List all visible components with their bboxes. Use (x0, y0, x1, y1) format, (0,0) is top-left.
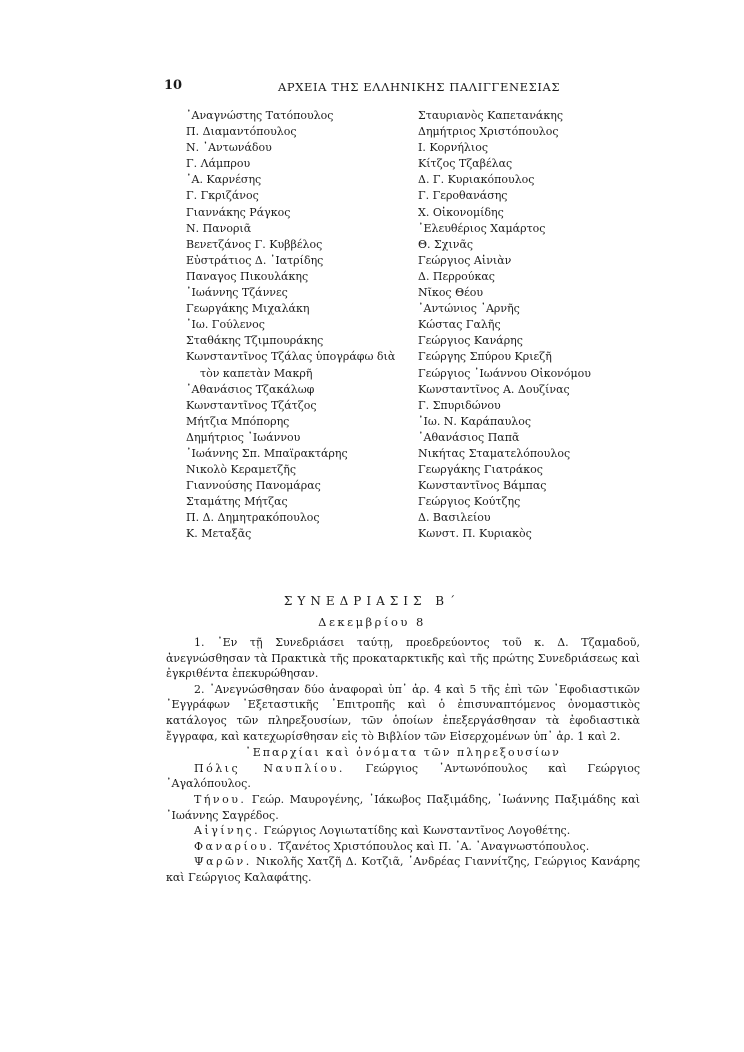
page-number: 10 (164, 78, 183, 93)
signatory-name: ᾿Αναγνώστης Τατόπουλος (186, 109, 334, 122)
signatory-name: Γεώργης Σπύρου Κριεζῆ (418, 350, 552, 364)
signatory-name: Δημήτριος ᾿Ιωάννου (186, 430, 301, 444)
province-name: Τήνου. (194, 792, 247, 806)
signatory-name: Νῖκος Θέου (418, 286, 484, 300)
province-entry (166, 761, 640, 792)
signatory-name: ᾿Αντώνιος ᾿Αρνῆς (418, 302, 520, 316)
signatory-name: ᾿Ιωάννης Τζάννες (186, 286, 288, 300)
signatory-name: Γεωργάκης Γιατράκος (418, 463, 543, 477)
province-entry (166, 839, 640, 855)
signatory-name: Κωνσταντῖνος Τζάλας ὑπογράφω διὰ (186, 350, 396, 364)
province-entry (166, 823, 640, 839)
signatory-name: Νικήτας Σταματελόπουλος (418, 446, 571, 460)
signatory-name: Κώστας Γαλῆς (418, 318, 501, 332)
signatory-name: Κωνσταντῖνος Α. Δουζίνας (418, 382, 570, 396)
signatory-name: Σταυριανὸς Καπετανάκης (418, 109, 563, 122)
province-delegates: Γεώρ. Μαυρογένης, ᾿Ιάκωβος Παξιμάδης, ᾿Ιωάννης Παξιμάδης καὶ ᾿Ιωάννης Σαγρέδος. (166, 792, 640, 822)
signatories-right-column (418, 108, 608, 543)
signatory-name: Δ. Περρούκας (418, 269, 495, 283)
signatory-name: Γεωργάκης Μιχαλάκη (186, 302, 310, 316)
signatory-name: ᾿Αθανάσιος Τζακάλωφ (186, 382, 315, 396)
signatory-name: Γ. Γκριζάνος (186, 189, 259, 203)
signatory-name: Εὐστράτιος Δ. ᾿Ιατρίδης (186, 253, 324, 267)
session-date: Δεκεμβρίου 8 (318, 615, 426, 629)
signatory-name: Γ. Λάμπρου (186, 157, 251, 171)
province-name: Φαναρίου. (194, 839, 275, 853)
signatory-name: Κωνστ. Π. Κυριακὸς (418, 527, 532, 541)
signatory-name: Βενετζάνος Γ. Κυββέλος (186, 237, 323, 251)
signatory-name: Παναγος Πικουλάκης (186, 269, 309, 283)
provinces-subheading: ᾿Επαρχίαι καὶ ὀνόματα τῶν πληρεξουσίων (245, 746, 561, 760)
signatories-left-column (186, 108, 406, 543)
signatory-name: Μήτζια Μπόπορης (186, 414, 290, 428)
province-delegates: Τζανέτος Χριστόπουλος καὶ Π. ᾿Α. ᾿Αναγνωστόπουλος. (278, 839, 590, 853)
signatory-name: Π. Δ. Δημητρακόπουλος (186, 511, 320, 525)
signatory-name: ᾿Ιω. Ν. Καράπαυλος (418, 414, 532, 428)
signatory-name: ᾿Α. Καρνέσης (186, 173, 262, 187)
signatory-name: ᾿Ιω. Γούλενος (186, 318, 265, 332)
signatory-name: Γεώργιος Κανάρης (418, 334, 523, 348)
signatory-name: Σταμάτης Μήτζας (186, 495, 288, 509)
province-name: Πόλις Ναυπλίου. (194, 761, 345, 775)
signatory-name: Γεώργιος Αἰνιὰν (418, 253, 512, 267)
running-title: ΑΡΧΕΙΑ ΤΗΣ ΕΛΛΗΝΙΚΗΣ ΠΑΛΙΓΓΕΝΕΣΙΑΣ (278, 80, 561, 94)
signatory-name: Γεώργιος Κούτζης (418, 495, 521, 509)
signatory-name: Σταθάκης Τζιμπουράκης (186, 334, 324, 348)
signatory-name: Δ. Γ. Κυριακόπουλος (418, 173, 535, 187)
signatory-name: Χ. Οἰκονομίδης (418, 205, 504, 219)
signatory-name: ᾿Ιωάννης Σπ. Μπαϊρακτάρης (186, 446, 348, 460)
province-delegates: Νικολῆς Χατζῆ Δ. Κοτζιᾶ, ᾿Ανδρέας Γιαννίτζης, Γεώργιος Κανάρης καὶ Γεώργιος Καλαφάτης. (166, 855, 640, 884)
signatory-name: Γ. Γεροθανάσης (418, 189, 508, 203)
signatory-name: Ν. ᾿Αντωνάδου (186, 141, 272, 155)
signatory-name: Νικολὸ Κεραμετζῆς (186, 463, 296, 477)
signatory-name: Γιαννούσης Πανομάρας (186, 479, 321, 493)
signatory-name: Ι. Κορνήλιος (418, 141, 488, 155)
province-entry (166, 792, 640, 823)
signatory-name: Δημήτριος Χριστόπουλος (418, 125, 559, 139)
signatory-name: Ν. Πανοριᾶ (186, 221, 252, 235)
signatory-name: Δ. Βασιλείου (418, 511, 491, 525)
paragraph-2: 2. ᾿Ανεγνώσθησαν δύο ἀναφοραὶ ὑπ᾿ ἀρ. 4 καὶ 5 τῆς ἐπὶ τῶν ᾿Εφοδιαστικῶν ᾿Εγγράφων ᾿Εξεταστικῆς ᾿Επιτροπῆς καὶ ὁ ἐπισυναπτόμενος ὀνομαστικὸς κατάλογος τῶν πληρεξουσίων, τῶν ὁποίων ἐπεξεργάσθησαν τὰ ἐφοδιαστικὰ ἔγγραφα, καὶ κατεχωρίσθησαν εἰς τὸ Βιβλίον τῶν Εἰσερχομένων ὑπ᾿ ἀρ. 1 καὶ 2. (166, 682, 640, 743)
signatory-name: Γεώργιος ᾿Ιωάννου Οἰκονόμου (418, 366, 591, 380)
province-name: Αἰγίνης. (194, 824, 261, 838)
signatory-name: Κίτζος Τζαβέλας (418, 157, 513, 171)
signatory-name: Γ. Σπυριδώνου (418, 398, 501, 412)
signatory-name: Κωνσταντῖνος Βάμπας (418, 479, 547, 493)
paragraph-1: 1. ᾿Εν τῇ Συνεδριάσει ταύτῃ, προεδρεύοντος τοῦ κ. Δ. Τζαμαδοῦ, ἀνεγνώσθησαν τὰ Πρακτικὰ τῆς προκαταρκτικῆς καὶ τῆς πρώτης Συνεδριάσεως καὶ ἐγκριθέντα ἐπεκυρώθησαν. (166, 636, 640, 681)
signatory-name: Π. Διαμαντόπουλος (186, 125, 297, 139)
signatory-name: ᾿Αθανάσιος Παπᾶ (418, 430, 520, 444)
signatory-name: Θ. Σχινᾶς (418, 237, 474, 251)
signatory-name: Κωνσταντῖνος Τζάτζος (186, 398, 317, 412)
session-title: ΣΥΝΕΔΡΙΑΣΙΣ Β΄ (283, 594, 461, 608)
signatory-name: ᾿Ελευθέριος Χαμάρτος (418, 221, 546, 235)
province-delegates: Γεώργιος ᾿Αντωνόπουλος καὶ Γεώργιος ᾿Αγαλόπουλος. (166, 761, 640, 791)
province-name: Ψαρῶν. (194, 855, 252, 869)
session-minutes (166, 635, 640, 886)
signatory-name: Γιαννάκης Ράγκος (186, 205, 291, 219)
signatory-name: Κ. Μεταξᾶς (186, 527, 252, 541)
signatory-name-continuation: τὸν καπετὰν Μακρῆ (200, 366, 313, 380)
province-delegates: Γεώργιος Λογιωτατίδης καὶ Κωνσταντῖνος Λογοθέτης. (263, 824, 571, 838)
province-entry (166, 854, 640, 885)
